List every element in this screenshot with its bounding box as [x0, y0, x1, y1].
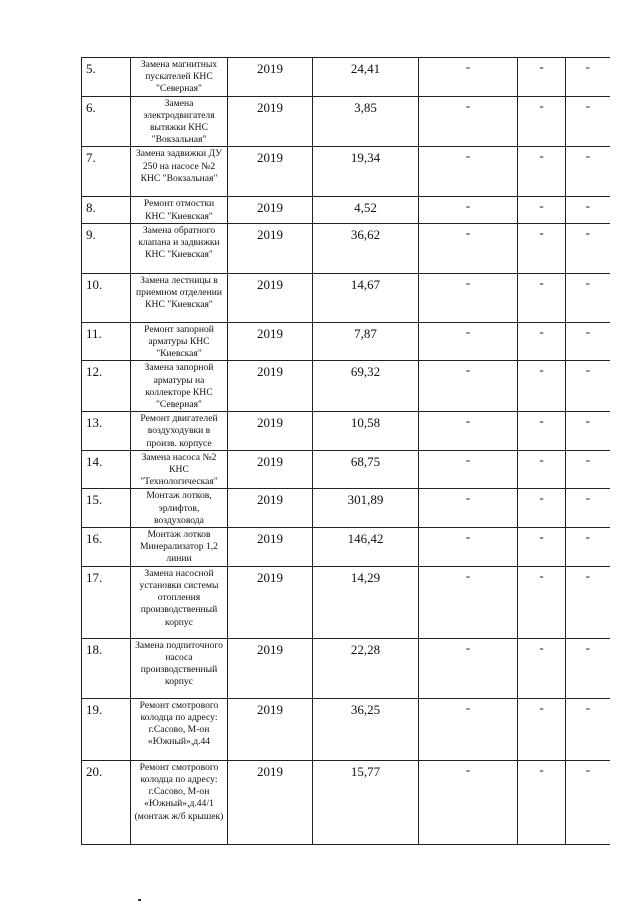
work-name: Замена лестницы в приемном отделении КНС "Киевская" — [131, 273, 228, 322]
work-name: Замена запорной арматуры на коллекторе КНС "Северная" — [131, 361, 228, 412]
dash-cell: - — [419, 96, 518, 147]
row-number: 10. — [82, 273, 131, 322]
year-cell: 2019 — [228, 361, 313, 412]
amount-cell: 36,25 — [313, 698, 419, 760]
amount-cell: 146,42 — [313, 528, 419, 567]
amount-cell: 3,85 — [313, 96, 419, 147]
dash-cell: - — [566, 273, 610, 322]
work-name: Ремонт смотрового колодца по адресу: г.Сасово, М-он «Южный»,д.44/1 (монтаж ж/б крышек) — [131, 760, 228, 844]
work-name: Ремонт отмостки КНС "Киевская" — [131, 197, 228, 223]
year-cell: 2019 — [228, 489, 313, 528]
row-number: 11. — [82, 322, 131, 361]
row-number: 13. — [82, 412, 131, 451]
dash-cell: - — [419, 322, 518, 361]
dash-cell: - — [566, 96, 610, 147]
dash-cell: - — [518, 489, 566, 528]
dash-cell: - — [518, 223, 566, 273]
work-name: Замена электродвигателя вытяжки КНС "Вокзальная" — [131, 96, 228, 147]
work-name: Ремонт запорной арматуры КНС "Киевская" — [131, 322, 228, 361]
dash-cell: - — [566, 322, 610, 361]
row-number: 20. — [82, 760, 131, 844]
year-cell: 2019 — [228, 698, 313, 760]
table-row — [82, 412, 610, 451]
dash-cell: - — [566, 450, 610, 489]
dash-cell: - — [518, 450, 566, 489]
row-number: 5. — [82, 58, 131, 97]
dash-cell: - — [419, 58, 518, 97]
dash-cell: - — [566, 147, 610, 197]
amount-cell: 10,58 — [313, 412, 419, 451]
dash-cell: - — [566, 638, 610, 698]
amount-cell: 15,77 — [313, 760, 419, 844]
work-name: Ремонт двигателей воздуходувки в произв. корпусе — [131, 412, 228, 451]
table-row — [82, 361, 610, 412]
year-cell: 2019 — [228, 58, 313, 97]
row-number: 14. — [82, 450, 131, 489]
amount-cell: 14,67 — [313, 273, 419, 322]
dash-cell: - — [518, 147, 566, 197]
work-name: Монтаж лотков Минерализатор 1,2 линии — [131, 528, 228, 567]
amount-cell: 19,34 — [313, 147, 419, 197]
dash-cell: - — [518, 638, 566, 698]
table-row — [82, 566, 610, 638]
dash-cell: - — [419, 566, 518, 638]
dash-cell: - — [566, 760, 610, 844]
table-row — [82, 273, 610, 322]
year-cell: 2019 — [228, 273, 313, 322]
dash-cell: - — [419, 698, 518, 760]
dash-cell: - — [419, 147, 518, 197]
year-cell: 2019 — [228, 223, 313, 273]
dash-cell: - — [419, 223, 518, 273]
table-row — [82, 197, 610, 223]
table-row — [82, 638, 610, 698]
amount-cell: 7,87 — [313, 322, 419, 361]
work-name: Замена задвижки ДУ 250 на насосе №2 КНС "Вокзальная" — [131, 147, 228, 197]
year-cell: 2019 — [228, 96, 313, 147]
table-row — [82, 147, 610, 197]
table-row — [82, 450, 610, 489]
dash-cell: - — [518, 528, 566, 567]
dash-cell: - — [419, 489, 518, 528]
dash-cell: - — [518, 58, 566, 97]
row-number: 18. — [82, 638, 131, 698]
dash-cell: - — [518, 698, 566, 760]
work-name: Монтаж лотков, эрлифтов, воздуховода — [131, 489, 228, 528]
year-cell: 2019 — [228, 147, 313, 197]
row-number: 19. — [82, 698, 131, 760]
dash-cell: - — [566, 361, 610, 412]
table-row — [82, 223, 610, 273]
table-row — [82, 489, 610, 528]
dash-cell: - — [518, 412, 566, 451]
row-number: 12. — [82, 361, 131, 412]
table-row — [82, 322, 610, 361]
dash-cell: - — [419, 450, 518, 489]
table-row — [82, 698, 610, 760]
dash-cell: - — [566, 223, 610, 273]
amount-cell: 68,75 — [313, 450, 419, 489]
dash-cell: - — [419, 528, 518, 567]
dash-cell: - — [566, 566, 610, 638]
dash-cell: - — [419, 361, 518, 412]
amount-cell: 24,41 — [313, 58, 419, 97]
dash-cell: - — [518, 96, 566, 147]
row-number: 8. — [82, 197, 131, 223]
dash-cell: - — [518, 566, 566, 638]
dash-cell: - — [518, 322, 566, 361]
work-name: Замена насосной установки системы отопления производственный корпус — [131, 566, 228, 638]
year-cell: 2019 — [228, 197, 313, 223]
year-cell: 2019 — [228, 566, 313, 638]
row-number: 16. — [82, 528, 131, 567]
amount-cell: 301,89 — [313, 489, 419, 528]
dash-cell: - — [566, 528, 610, 567]
dash-cell: - — [419, 760, 518, 844]
row-number: 9. — [82, 223, 131, 273]
dash-cell: - — [566, 412, 610, 451]
year-cell: 2019 — [228, 638, 313, 698]
dash-cell: - — [566, 197, 610, 223]
row-number: 15. — [82, 489, 131, 528]
dash-cell: - — [419, 273, 518, 322]
row-number: 7. — [82, 147, 131, 197]
amount-cell: 69,32 — [313, 361, 419, 412]
table-row — [82, 760, 610, 844]
table-row — [82, 96, 610, 147]
dash-cell: - — [419, 412, 518, 451]
works-table — [81, 57, 610, 845]
dash-cell: - — [566, 698, 610, 760]
dash-cell: - — [518, 197, 566, 223]
table-body — [82, 58, 610, 845]
year-cell: 2019 — [228, 450, 313, 489]
dash-cell: - — [419, 638, 518, 698]
work-name: Замена обратного клапана и задвижки КНС "Киевская" — [131, 223, 228, 273]
amount-cell: 4,52 — [313, 197, 419, 223]
work-name: Замена магнитных пускателей КНС "Северная" — [131, 58, 228, 97]
dash-cell: - — [518, 760, 566, 844]
dash-cell: - — [566, 489, 610, 528]
year-cell: 2019 — [228, 322, 313, 361]
amount-cell: 14,29 — [313, 566, 419, 638]
work-name: Замена подпиточного насоса производственный корпус — [131, 638, 228, 698]
work-name: Замена насоса №2 КНС "Технологическая" — [131, 450, 228, 489]
amount-cell: 22,28 — [313, 638, 419, 698]
dash-cell: - — [518, 361, 566, 412]
row-number: 6. — [82, 96, 131, 147]
amount-cell: 36,62 — [313, 223, 419, 273]
dash-cell: - — [566, 58, 610, 97]
table-row — [82, 528, 610, 567]
year-cell: 2019 — [228, 528, 313, 567]
table-row — [82, 58, 610, 97]
year-cell: 2019 — [228, 412, 313, 451]
scan-speck — [138, 899, 141, 901]
row-number: 17. — [82, 566, 131, 638]
year-cell: 2019 — [228, 760, 313, 844]
dash-cell: - — [419, 197, 518, 223]
dash-cell: - — [518, 273, 566, 322]
work-name: Ремонт смотрового колодца по адресу: г.Сасово, М-он «Южный»,д.44 — [131, 698, 228, 760]
